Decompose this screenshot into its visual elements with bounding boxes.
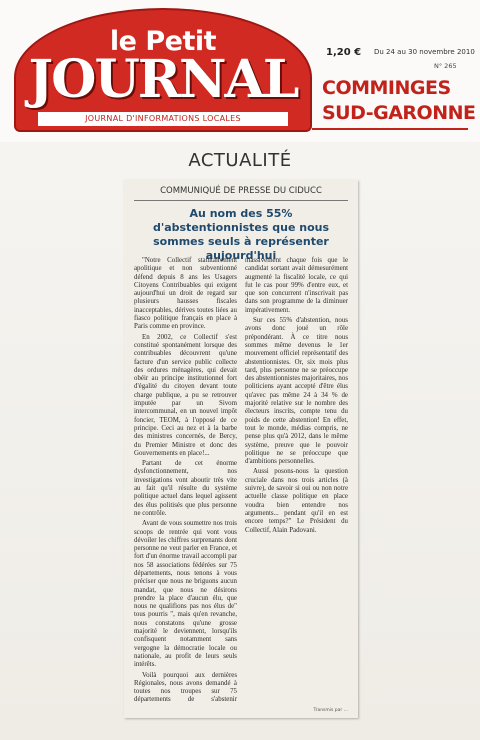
newspaper-logo	[14, 8, 312, 132]
article-paragraph: Partant de cet énorme dysfonctionnement, nos investigations vont aboutir très vite au fait qu'il résulte du système politique actuel dans lequel agissent des élus politisés que plus personne ne contrôle.	[134, 460, 237, 517]
article-paragraph: Sur ces 55% d'abstention, nous avons donc joué un rôle prépondérant. À ce titre nous sommes même devenus le 1er mouvement officiel représentatif des abstentionnistes. Or, six mois plus tard, plus personne ne se préoccupe des abstentionnistes majoritaires, nos politiciens ayant accepté d'être élus qu'avec pas même 24 à 34 % de majorité relative sur le nombre des électeurs inscrits, compte tenu du poids de cette abstention! En effet, tout le monde, médias compris, ne pense plus qu'à 2012, dans le même système, preuve que le pouvoir politique ne se préoccupe que d'ambitions personnelles.	[245, 317, 348, 466]
article-credit: Transmis par ...	[313, 708, 348, 713]
logo-line-2: JOURNAL	[28, 49, 298, 110]
article-paragraph: Avant de vous soumettre nos trois scoops de rentrée qui vont vous dévoiler les chiffres surprenants dont personne ne veut parler en France, et fort d'un énorme travail accompli par nos 58 associations fédérées sur 75 départements, nous tenons à vous préciser que nous ne briguons aucun mandat, que nous ne désirons prendre la place d'aucun élu, que nous ne qualifions pas nos élus de" tous pourris ", mais qu'en revanche, nous constatons qu'une grosse majorité le deviennent, lorsqu'ils confisquent notamment sans vergogne la démocratie locale ou nationale, au profit de leurs seuls intérêts.	[134, 520, 237, 669]
article-headline: Au nom des 55% d'abstentionnistes que nous sommes seuls à représenter aujourd'hui	[152, 207, 330, 262]
issue-price: 1,20 €	[326, 47, 362, 58]
edition-name-line-2: SUD-GARONNE	[322, 102, 476, 124]
article-clipping	[124, 180, 358, 718]
issue-number: N° 265	[434, 62, 457, 70]
issue-dates: Du 24 au 30 novembre 2010	[374, 48, 475, 56]
article-paragraph: Aussi posons-nous la question cruciale dans nos trois articles (à suivre), de savoir si oui ou non notre actuelle classe politique en place voudra bien entendre nos arguments... pendant qu'il en est encore temps?" Le Président du Collectif, Alain Padovani.	[245, 468, 348, 534]
logo-tagline: JOURNAL D'INFORMATIONS LOCALES	[38, 112, 288, 126]
logo-line-1: le Petit	[109, 26, 217, 57]
edition-name-line-1: COMMINGES	[322, 77, 451, 99]
section-title: ACTUALITÉ	[188, 150, 292, 171]
article-paragraph: Voilà pourquoi aux dernières Régionales, nous avons demandé à toutes nos troupes sur 75 départements de s'abstenir massivement chaque fois que le candidat sortant avait démesurément augmenté la fiscalité locale, ce qui fut le cas pour 99% d'entre eux, et que son concurrent n'inscrivait pas dans son programme de la diminuer impérativement.	[134, 257, 348, 704]
article-paragraph: En 2002, ce Collectif s'est constitué spontanément lorsque des contribuables découvrent qu'une facture d'un service public collecte des ordures ménagères, qui devait obéir au principe institutionnel fort d'égalité du citoyen devant toute charge publique, a pu se retrouver imputée par un Sivom intercommunal, en un nouvel impôt foncier, TEOM, à l'opposé de ce principe. Ceci au nez et à la barbe des ministres concernés, de Bercy, du Premier Ministre et donc des Gouvernements en place!...	[134, 333, 237, 457]
article-kicker: COMMUNIQUÉ DE PRESSE DU CIDUCC	[160, 186, 322, 196]
article-paragraph: "Notre Collectif statutairement apolitique et non subventionné défend depuis 8 ans les Usagers Citoyens Contribuables qui exigent aujourd'hui un droit de regard sur plusieurs hausses fiscales inacceptables, dérives toutes liées au fiasco politique français en place à Paris comme en province.	[134, 257, 237, 331]
article-divider	[134, 200, 348, 201]
masthead	[0, 0, 480, 142]
masthead-divider	[312, 128, 468, 130]
article-body	[134, 257, 348, 709]
